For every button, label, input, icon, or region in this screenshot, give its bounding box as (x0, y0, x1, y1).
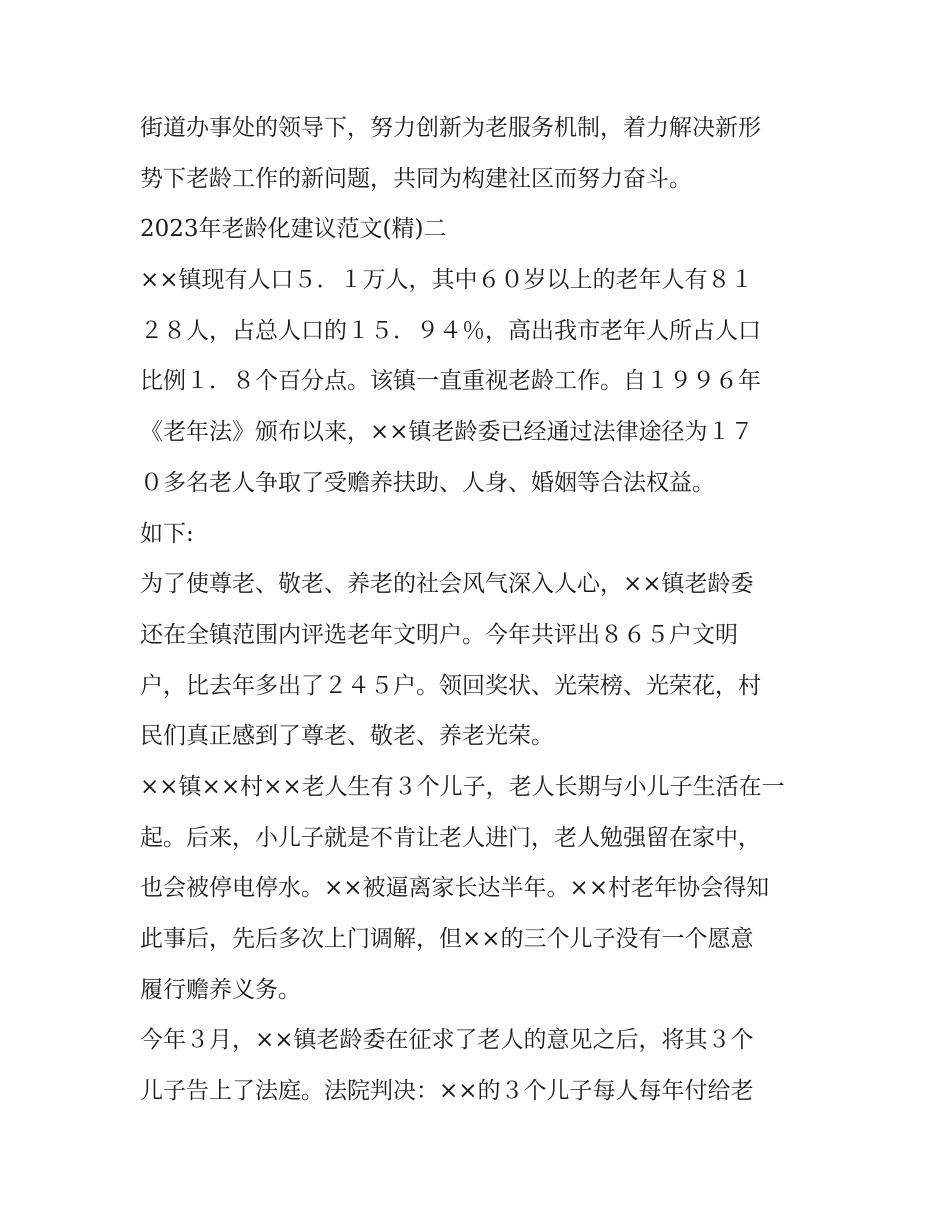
text-line: 此事后，先后多次上门调解，但××的三个儿子没有一个愿意 (140, 926, 754, 952)
text-line: 儿子告上了法庭。法院判决：××的３个儿子每人每年付给老 (140, 1078, 754, 1105)
text-line: 比例１．８个百分点。该镇一直重视老龄工作。自１９９６年 (140, 368, 761, 395)
text-line: 起。后来，小儿子就是不肯让老人进门，老人勉强留在家中， (140, 824, 761, 851)
text-line: ××镇××村××老人生有３个儿子，老人长期与小儿子生活在一 (140, 773, 785, 800)
text-line: ０多名老人争取了受赡养扶助、人身、婚姻等合法权益。 (140, 469, 715, 496)
text-line: 也会被停电停水。××被逼离家长达半年。××村老年协会得知 (140, 875, 770, 902)
text-line: ２８人，占总人口的１５．９４％，高出我市老年人所占人口 (140, 317, 761, 344)
text-line: 履行赡养义务。 (140, 976, 301, 1003)
text-line: 为了使尊老、敬老、养老的社会风气深入人心，××镇老龄委 (140, 571, 754, 598)
text-line: ××镇现有人口５．１万人，其中６０岁以上的老年人有８１ (140, 267, 754, 294)
document-body (140, 103, 820, 1117)
text-line: 《老年法》颁布以来，××镇老龄委已经通过法律途径为１７ (140, 419, 754, 446)
text-line: 势下老龄工作的新问题，共同为构建社区而努力奋斗。 (140, 165, 692, 192)
text-line: 街道办事处的领导下，努力创新为老服务机制，着力解决新形 (140, 115, 761, 141)
text-line: 如下: (140, 520, 194, 547)
text-line: 今年３月，××镇老龄委在征求了老人的意见之后，将其３个 (140, 1027, 754, 1054)
text-line: 还在全镇范围内评选老年文明户。今年共评出８６５户文明 (140, 621, 738, 648)
section-heading: 2023年老龄化建议范文(精)二 (140, 216, 447, 243)
text-line: 民们真正感到了尊老、敬老、养老光荣。 (140, 723, 554, 750)
text-line: 户，比去年多出了２４５户。领回奖状、光荣榜、光荣花，村 (140, 672, 761, 699)
